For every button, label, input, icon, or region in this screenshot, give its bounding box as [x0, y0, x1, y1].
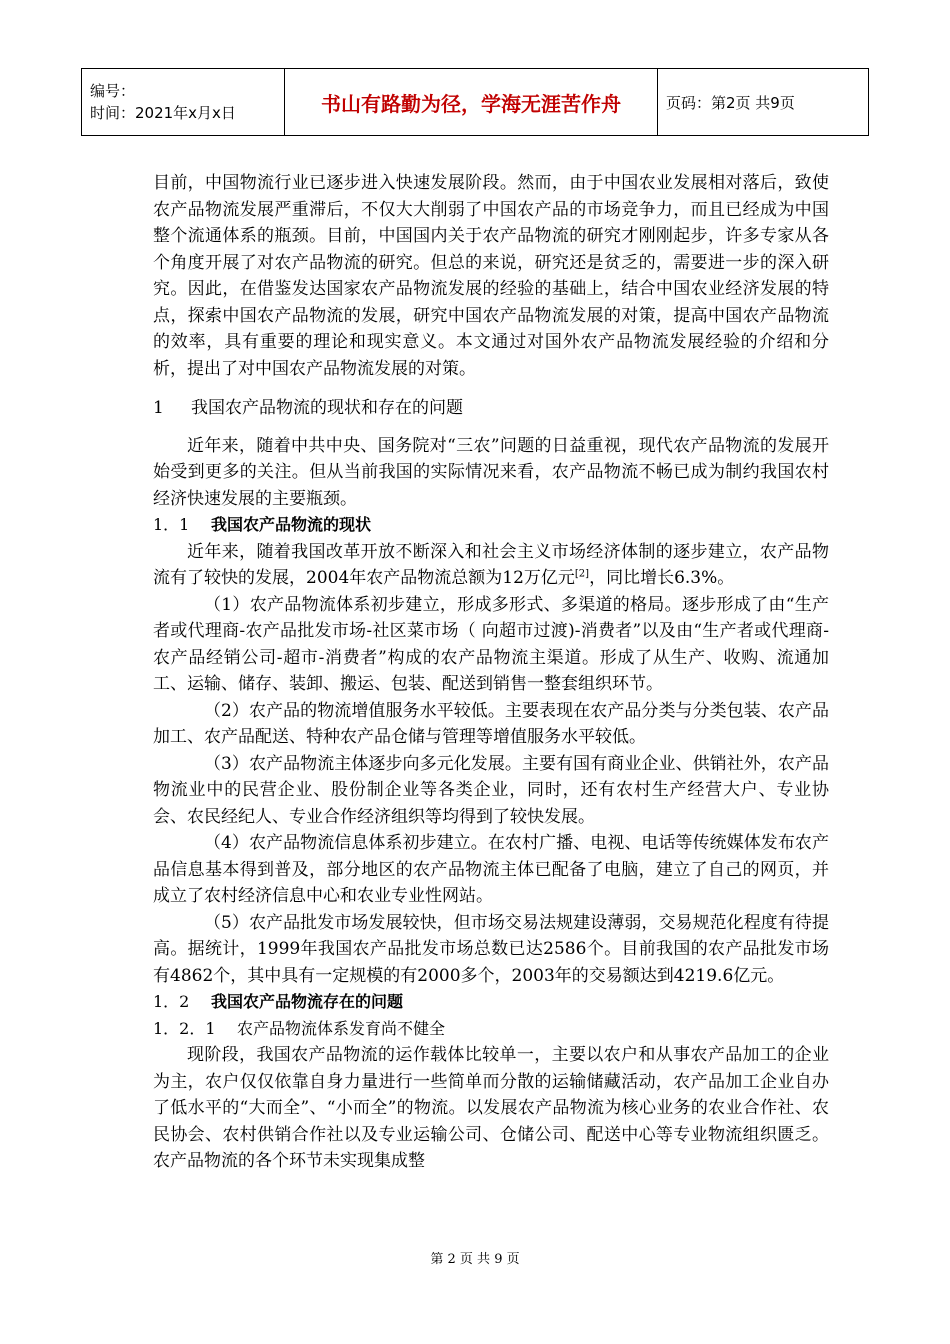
doc-date-label: 时间：2021年x月x日 [90, 104, 236, 122]
section-1-1-heading [153, 512, 829, 539]
section-1-2-title: 我国农产品物流存在的问题 [211, 992, 404, 1011]
section-1-title: 我国农产品物流的现状和存在的问题 [191, 398, 463, 418]
section-1-1-text-a: 近年来，随着我国改革开放不断深入和社会主义市场经济体制的逐步建立，农产品物流有了较快的发展，2004年农产品物流总额为12万亿元 [153, 541, 829, 588]
section-1-2-1-title: 农产品物流体系发育尚不健全 [237, 1018, 446, 1038]
section-1-1-title: 我国农产品物流的现状 [211, 515, 372, 534]
section-1-1-paragraph [153, 539, 829, 592]
section-1-2-1-heading [153, 1016, 829, 1043]
header-meta-cell [82, 69, 285, 136]
list-item-1: （1）农产品物流体系初步建立，形成多形式、多渠道的格局。逐步形成了由“生产者或代理商-农产品批发市场-社区菜市场（ 向超市过渡)-消费者”以及由“生产者或代理商-农产品经销公司-超市-消费者”构成的农产品物流主渠道。形成了从生产、收购、流通加工、运输、储存、装卸、搬运、包装、配送到销售一整套组织环节。 [153, 594, 829, 694]
section-1-2-number: 1．2 [153, 992, 190, 1011]
document-body [153, 170, 829, 1175]
section-1-1-text-b: ，同比增长6.3%。 [589, 568, 735, 588]
list-item-4: （4）农产品物流信息体系初步建立。在农村广播、电视、电话等传统媒体发布农产品信息基本得到普及，部分地区的农产品物流主体已配备了电脑，建立了自己的网页，并成立了农村经济信息中心和农业专业性网站。 [153, 833, 829, 906]
citation-ref: [2] [574, 568, 590, 580]
list-item-2: （2）农产品的物流增值服务水平较低。主要表现在农产品分类与分类包装、农产品加工、农产品配送、特种农产品仓储与管理等增值服务水平较低。 [153, 700, 829, 747]
header-motto: 书山有路勤为径，学海无涯苦作舟 [285, 69, 658, 136]
section-1-2-heading [153, 989, 829, 1016]
section-1-2-1-paragraph: 现阶段，我国农产品物流的运作载体比较单一，主要以农户和从事农产品加工的企业为主，农户仅仅依靠自身力量进行一些简单而分散的运输储藏活动，农产品加工企业自办了低水平的“大而全”、“小而全”的物流。以发展农产品物流为核心业务的农业合作社、农民协会、农村供销合作社以及专业运输公司、仓储公司、配送中心等专业物流组织匮乏。农产品物流的各个环节未实现集成整 [153, 1045, 829, 1171]
section-1-heading [153, 395, 829, 422]
section-1-2-1-number: 1．2．1 [153, 1018, 216, 1038]
doc-number-label: 编号： [90, 82, 136, 100]
list-item-3: （3）农产品物流主体逐步向多元化发展。主要有国有商业企业、供销社外，农产品物流业中的民营企业、股份制企业等各类企业，同时，还有农村生产经营大户、专业协会、农民经纪人、专业合作经济组织等均得到了较快发展。 [153, 753, 829, 827]
page-footer: 第 2 页 共 9 页 [430, 1252, 520, 1267]
list-item-5: （5）农产品批发市场发展较快，但市场交易法规建设薄弱，交易规范化程度有待提高。据统计，1999年我国农产品批发市场总数已达2586个。目前我国的农产品批发市场有4862个，其中具有一定规模的有2000多个，2003年的交易额达到4219.6亿元。 [153, 912, 829, 986]
intro-paragraph: 目前，中国物流行业已逐步进入快速发展阶段。然而，由于中国农业发展相对落后，致使农产品物流发展严重滞后，不仅大大削弱了中国农产品的市场竞争力，而且已经成为中国整个流通体系的瓶颈。目前，中国国内关于农产品物流的研究才刚刚起步，许多专家从各个角度开展了对农产品物流的研究。但总的来说，研究还是贫乏的，需要进一步的深入研究。因此，在借鉴发达国家农产品物流发展的经验的基础上，结合中国农业经济发展的特点，探索中国农产品物流的发展，研究中国农产品物流发展的对策，提高中国农产品物流的效率，具有重要的理论和现实意义。本文通过对国外农产品物流发展经验的介绍和分析，提出了对中国农产品物流发展的对策。 [153, 173, 829, 379]
header-page-label: 页码：第2页 共9页 [658, 69, 869, 136]
section-1-paragraph: 近年来，随着中共中央、国务院对“三农”问题的日益重视，现代农产品物流的发展开始受到更多的关注。但从当前我国的实际情况来看，农产品物流不畅已成为制约我国农村经济快速发展的主要瓶颈。 [153, 435, 829, 509]
header-table [81, 68, 869, 136]
section-1-number: 1 [153, 398, 164, 418]
section-1-1-number: 1．1 [153, 515, 190, 534]
